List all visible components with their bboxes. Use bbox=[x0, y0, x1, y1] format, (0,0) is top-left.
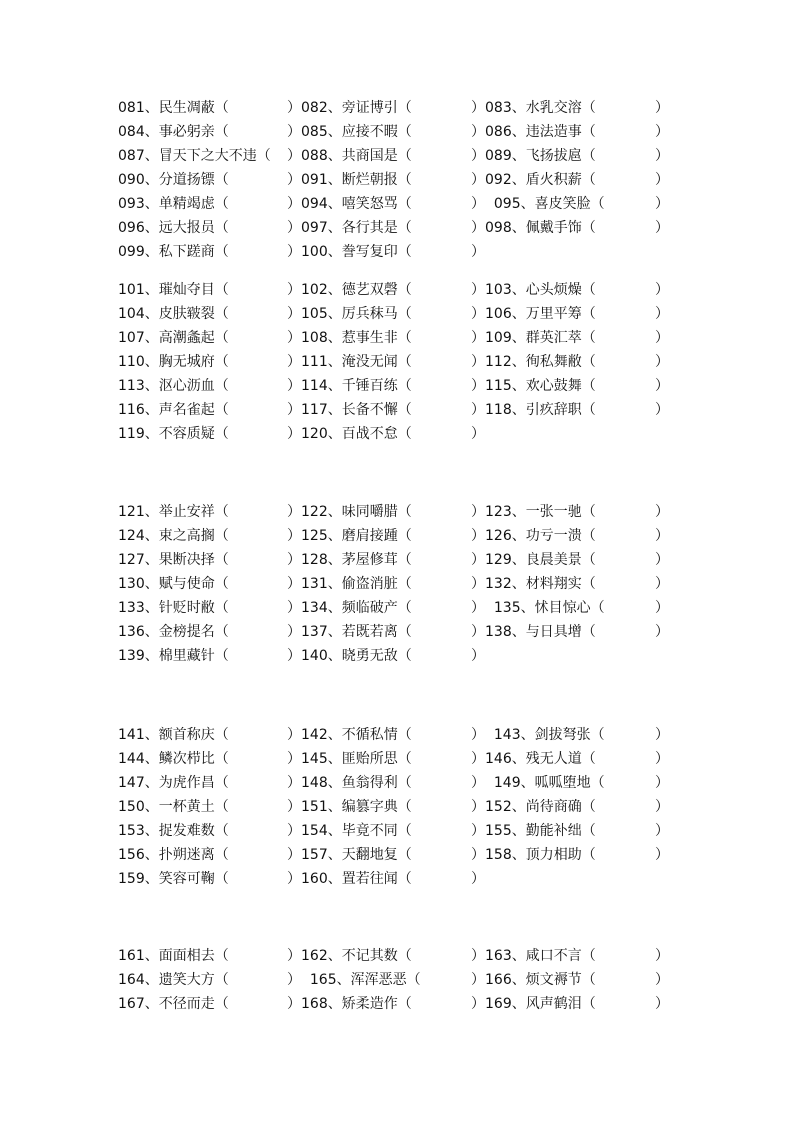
question-item-start: 127、果断决择（ bbox=[118, 552, 229, 568]
question-item: ） bbox=[471, 426, 485, 442]
question-item-start: 119、不容质疑（ bbox=[118, 426, 229, 442]
question-item: ） 095、喜皮笑脸（ bbox=[471, 196, 605, 212]
question-row bbox=[0, 596, 794, 620]
question-item: ）111、淹没无闻（ bbox=[287, 354, 412, 370]
question-item: ）120、百战不怠（ bbox=[287, 426, 412, 442]
question-item: ） bbox=[655, 996, 669, 1012]
question-row bbox=[0, 240, 794, 264]
question-item-start: 096、远大报员（ bbox=[118, 220, 229, 236]
question-item: ）146、残无人道（ bbox=[471, 751, 596, 767]
question-item: ）115、欢心鼓舞（ bbox=[471, 378, 596, 394]
question-item: ）082、旁证博引（ bbox=[287, 100, 412, 116]
question-item: ）125、磨肩接踵（ bbox=[287, 528, 412, 544]
question-item: ）140、晓勇无敌（ bbox=[287, 648, 412, 664]
question-row bbox=[0, 572, 794, 596]
question-item-start: 104、皮肤皲裂（ bbox=[118, 306, 229, 322]
question-item: ） bbox=[655, 196, 669, 212]
question-item: ） bbox=[655, 727, 669, 743]
question-row bbox=[0, 795, 794, 819]
question-row bbox=[0, 723, 794, 747]
question-item: ）160、置若往闻（ bbox=[287, 871, 412, 887]
question-item-start: 141、额首称庆（ bbox=[118, 727, 229, 743]
question-item-start: 110、胸无城府（ bbox=[118, 354, 229, 370]
question-item: ）163、咸口不言（ bbox=[471, 948, 596, 964]
question-row bbox=[0, 168, 794, 192]
question-item: ）166、烦文褥节（ bbox=[471, 972, 596, 988]
question-item-start: 087、冒天下之大不违（ bbox=[118, 148, 271, 164]
question-row bbox=[0, 747, 794, 771]
question-row bbox=[0, 398, 794, 422]
question-item: ） bbox=[655, 972, 669, 988]
question-item: ） bbox=[655, 576, 669, 592]
question-item: ） bbox=[655, 624, 669, 640]
question-item: ） bbox=[471, 648, 485, 664]
question-item-start: 161、面面相去（ bbox=[118, 948, 229, 964]
question-item-start: 130、赋与使命（ bbox=[118, 576, 229, 592]
question-row bbox=[0, 422, 794, 446]
question-item: ）122、味同嚼腊（ bbox=[287, 504, 412, 520]
question-item: ）103、心头烦燥（ bbox=[471, 282, 596, 298]
question-item: ）162、不记其数（ bbox=[287, 948, 412, 964]
question-row bbox=[0, 120, 794, 144]
question-item: ） bbox=[655, 948, 669, 964]
question-item-start: 144、鳞次栉比（ bbox=[118, 751, 229, 767]
question-item: ）131、偷盗消脏（ bbox=[287, 576, 412, 592]
question-row bbox=[0, 326, 794, 350]
question-item-start: 101、璀灿夺目（ bbox=[118, 282, 229, 298]
question-item: ）114、千锤百练（ bbox=[287, 378, 412, 394]
question-item: ） bbox=[655, 528, 669, 544]
question-item: ）083、水乳交溶（ bbox=[471, 100, 596, 116]
question-item: ） bbox=[471, 244, 485, 260]
question-item: ）091、断烂朝报（ bbox=[287, 172, 412, 188]
question-item: ） bbox=[655, 751, 669, 767]
question-item-start: 150、一杯黄土（ bbox=[118, 799, 229, 815]
question-item: ）154、毕竟不同（ bbox=[287, 823, 412, 839]
question-row bbox=[0, 620, 794, 644]
question-item: ）151、编篡字典（ bbox=[287, 799, 412, 815]
question-row bbox=[0, 968, 794, 992]
question-item: ）158、顶力相助（ bbox=[471, 847, 596, 863]
question-item-start: 139、棉里藏针（ bbox=[118, 648, 229, 664]
question-item: ）085、应接不暇（ bbox=[287, 124, 412, 140]
question-item-start: 107、高潮螽起（ bbox=[118, 330, 229, 346]
question-item-start: 090、分道扬镖（ bbox=[118, 172, 229, 188]
question-item: ）129、良晨美景（ bbox=[471, 552, 596, 568]
question-item-start: 081、民生凋蔽（ bbox=[118, 100, 229, 116]
question-item: ）100、誊写复印（ bbox=[287, 244, 412, 260]
question-item: ）118、引疚辞职（ bbox=[471, 402, 596, 418]
question-item: ） bbox=[655, 402, 669, 418]
question-item: ）134、频临破产（ bbox=[287, 600, 412, 616]
question-item: ）105、厉兵秣马（ bbox=[287, 306, 412, 322]
question-item-start: 099、私下蹉商（ bbox=[118, 244, 229, 260]
question-item: ） bbox=[655, 282, 669, 298]
question-item-start: 133、针贬时敝（ bbox=[118, 600, 229, 616]
question-item-start: 153、捉发难数（ bbox=[118, 823, 229, 839]
question-item: ） bbox=[655, 775, 669, 791]
question-item: ） 143、剑拔弩张（ bbox=[471, 727, 605, 743]
question-row bbox=[0, 867, 794, 891]
question-item: ）089、飞扬拔扈（ bbox=[471, 148, 596, 164]
question-row bbox=[0, 302, 794, 326]
question-item: ） bbox=[655, 799, 669, 815]
question-item-start: 093、单精竭虑（ bbox=[118, 196, 229, 212]
question-item: ）098、佩戴手饰（ bbox=[471, 220, 596, 236]
question-row bbox=[0, 374, 794, 398]
question-row bbox=[0, 819, 794, 843]
question-row bbox=[0, 192, 794, 216]
question-item: ）117、长备不懈（ bbox=[287, 402, 412, 418]
question-item: ） bbox=[655, 124, 669, 140]
question-item: ） bbox=[655, 354, 669, 370]
question-item: ） 135、怵目惊心（ bbox=[471, 600, 605, 616]
question-row bbox=[0, 524, 794, 548]
question-item-start: 084、事必躬亲（ bbox=[118, 124, 229, 140]
question-item: ）092、盾火积薪（ bbox=[471, 172, 596, 188]
question-item: ） bbox=[655, 100, 669, 116]
question-row bbox=[0, 771, 794, 795]
question-row bbox=[0, 216, 794, 240]
question-item: ）108、惹事生非（ bbox=[287, 330, 412, 346]
question-item: ）106、万里平筹（ bbox=[471, 306, 596, 322]
question-item: ） bbox=[655, 330, 669, 346]
question-item: ）168、矫柔造作（ bbox=[287, 996, 412, 1012]
question-item: ） bbox=[655, 552, 669, 568]
question-row bbox=[0, 350, 794, 374]
question-item: ）126、功亏一溃（ bbox=[471, 528, 596, 544]
question-item: ）112、徇私舞敝（ bbox=[471, 354, 596, 370]
question-item-start: 113、沤心沥血（ bbox=[118, 378, 229, 394]
question-item: ）097、各行其是（ bbox=[287, 220, 412, 236]
question-row bbox=[0, 144, 794, 168]
question-item: ）138、与日具增（ bbox=[471, 624, 596, 640]
question-item: ） bbox=[655, 504, 669, 520]
question-item: ）142、不循私情（ bbox=[287, 727, 412, 743]
question-item: ）169、风声鹤泪（ bbox=[471, 996, 596, 1012]
question-item: ） bbox=[655, 600, 669, 616]
question-row bbox=[0, 96, 794, 120]
question-row bbox=[0, 992, 794, 1016]
question-item: ）094、嘻笑怒骂（ bbox=[287, 196, 412, 212]
question-row bbox=[0, 500, 794, 524]
question-row bbox=[0, 548, 794, 572]
question-item: ） bbox=[655, 306, 669, 322]
question-item: ）157、天翻地复（ bbox=[287, 847, 412, 863]
question-item: ）137、若既若离（ bbox=[287, 624, 412, 640]
question-item: ） bbox=[471, 871, 485, 887]
question-item-start: 121、举止安祥（ bbox=[118, 504, 229, 520]
question-item: ） 149、呱呱堕地（ bbox=[471, 775, 605, 791]
question-item: ）109、群英汇萃（ bbox=[471, 330, 596, 346]
question-item: ）128、茅屋修茸（ bbox=[287, 552, 412, 568]
question-row bbox=[0, 843, 794, 867]
question-row bbox=[0, 644, 794, 668]
question-item: ） bbox=[655, 148, 669, 164]
question-item-start: 136、金榜提名（ bbox=[118, 624, 229, 640]
question-item: ）086、违法造事（ bbox=[471, 124, 596, 140]
question-item: ） bbox=[655, 172, 669, 188]
question-item: ）123、一张一驰（ bbox=[471, 504, 596, 520]
question-item: ）145、匪贻所思（ bbox=[287, 751, 412, 767]
question-item: ） bbox=[655, 378, 669, 394]
question-item-start: 164、遗笑大方（ bbox=[118, 972, 229, 988]
question-item: ）102、德艺双磬（ bbox=[287, 282, 412, 298]
question-row bbox=[0, 944, 794, 968]
question-item-start: 116、声名雀起（ bbox=[118, 402, 229, 418]
question-item-start: 147、为虎作昌（ bbox=[118, 775, 229, 791]
question-item: ） bbox=[655, 823, 669, 839]
question-item: ） 165、浑浑恶恶（ bbox=[287, 972, 421, 988]
question-item: ）132、材料翔实（ bbox=[471, 576, 596, 592]
question-item-start: 167、不径而走（ bbox=[118, 996, 229, 1012]
question-item: ） bbox=[655, 220, 669, 236]
question-item: ） bbox=[655, 847, 669, 863]
question-item: ）148、鱼翁得利（ bbox=[287, 775, 412, 791]
question-item-start: 159、笑容可鞠（ bbox=[118, 871, 229, 887]
question-item: ）088、共商国是（ bbox=[287, 148, 412, 164]
question-item-start: 156、扑朔迷离（ bbox=[118, 847, 229, 863]
question-item: ）155、勤能补绌（ bbox=[471, 823, 596, 839]
question-item-start: 124、束之高搁（ bbox=[118, 528, 229, 544]
question-row bbox=[0, 278, 794, 302]
question-item: ）152、尚待商确（ bbox=[471, 799, 596, 815]
